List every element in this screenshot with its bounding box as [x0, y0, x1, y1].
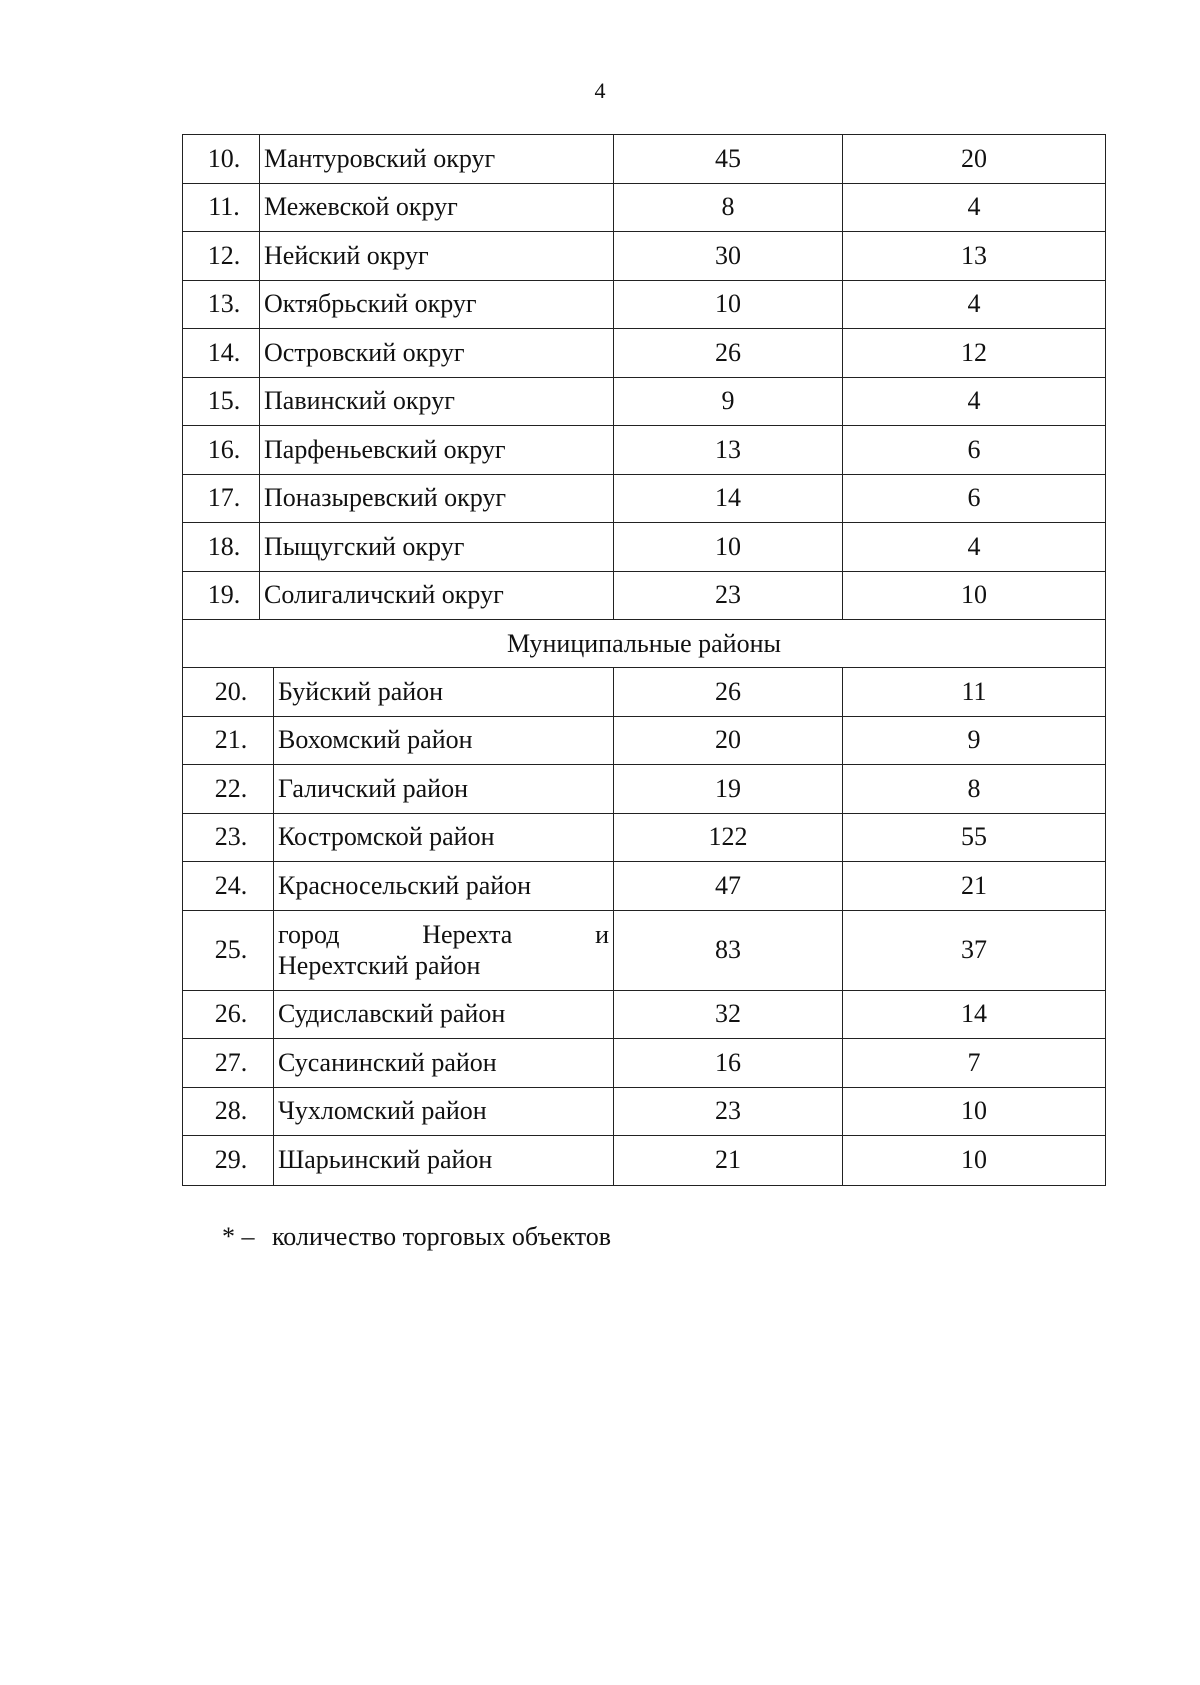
row-name-word: и [595, 920, 609, 949]
row-value-b: 10 [961, 1096, 987, 1126]
row-number: 17. [183, 475, 260, 523]
row-value-b: 4 [967, 289, 981, 319]
row-name: Сусанинский район [274, 1039, 614, 1087]
row-value-b: 6 [967, 434, 981, 464]
row-value-b: 7 [967, 1047, 981, 1077]
row-number: 29. [183, 1136, 274, 1185]
table-row [183, 1136, 1105, 1185]
row-name: Нейский округ [260, 232, 614, 280]
row-number: 21. [183, 717, 274, 765]
row-name: Мантуровский округ [260, 135, 614, 183]
row-name: Октябрьский округ [260, 281, 614, 329]
row-value-b: 8 [967, 773, 981, 803]
row-number: 14. [183, 329, 260, 377]
row-value-a: 32 [614, 991, 843, 1039]
row-value-a: 8 [614, 184, 843, 232]
row-number: 16. [183, 426, 260, 474]
row-value-a: 13 [614, 426, 843, 474]
table-row [183, 135, 1105, 184]
table-row [183, 232, 1105, 281]
row-value-b: 14 [961, 999, 987, 1029]
row-value-a: 30 [614, 232, 843, 280]
row-name-word: Нерехта [422, 920, 513, 949]
row-name: Красносельский район [274, 862, 614, 910]
row-value-b: 20 [961, 143, 987, 173]
table-row [183, 329, 1105, 378]
row-name: Шарьинский район [274, 1136, 614, 1185]
section-title: Муниципальные районы [507, 628, 781, 658]
table-row [183, 765, 1105, 814]
row-name: Судиславский район [274, 991, 614, 1039]
row-value-a: 83 [614, 911, 843, 990]
row-value-b: 4 [967, 386, 981, 416]
row-value-a: 21 [614, 1136, 843, 1185]
row-number: 19. [183, 572, 260, 620]
table-row [183, 281, 1105, 330]
row-name: Парфеньевский округ [260, 426, 614, 474]
table-row [183, 378, 1105, 427]
footnote-mark: * – [222, 1222, 255, 1251]
row-number: 28. [183, 1088, 274, 1136]
row-value-a: 47 [614, 862, 843, 910]
table-row [183, 991, 1105, 1040]
footnote-text: количество торговых объектов [272, 1222, 612, 1251]
row-name-line2: Нерехтский район [278, 951, 481, 980]
row-value-a: 45 [614, 135, 843, 183]
row-value-b: 21 [961, 870, 987, 900]
row-value-b: 6 [967, 483, 981, 513]
table-row [183, 523, 1105, 572]
table-row [183, 572, 1105, 621]
table-row [183, 717, 1105, 766]
row-number: 22. [183, 765, 274, 813]
row-value-b: 4 [967, 192, 981, 222]
row-number: 20. [183, 668, 274, 716]
table-row [183, 668, 1105, 717]
row-value-a: 26 [614, 329, 843, 377]
row-value-a: 20 [614, 717, 843, 765]
row-value-b: 55 [961, 822, 987, 852]
table-row [183, 862, 1105, 911]
row-name: Павинский округ [260, 378, 614, 426]
row-value-b: 10 [961, 1145, 987, 1175]
row-value-b: 13 [961, 240, 987, 270]
row-number: 12. [183, 232, 260, 280]
row-name: Солигаличский округ [260, 572, 614, 620]
table-row [183, 814, 1105, 863]
row-number: 13. [183, 281, 260, 329]
row-name [274, 911, 614, 990]
table-row [183, 475, 1105, 524]
row-number: 11. [183, 184, 260, 232]
row-value-a: 23 [614, 572, 843, 620]
row-value-a: 14 [614, 475, 843, 523]
row-value-b: 9 [967, 725, 981, 755]
row-number: 18. [183, 523, 260, 571]
row-name: Буйский район [274, 668, 614, 716]
row-number: 10. [183, 135, 260, 183]
row-name: Пыщугский округ [260, 523, 614, 571]
table-row [183, 426, 1105, 475]
section-header-row [183, 620, 1105, 668]
row-number: 15. [183, 378, 260, 426]
row-value-b: 11 [961, 676, 987, 706]
row-name: Костромской район [274, 814, 614, 862]
row-value-b: 4 [967, 531, 981, 561]
row-number: 23. [183, 814, 274, 862]
row-name: Галичский район [274, 765, 614, 813]
table-row [183, 184, 1105, 233]
row-value-b: 12 [961, 337, 987, 367]
row-value-a: 23 [614, 1088, 843, 1136]
row-number: 26. [183, 991, 274, 1039]
footnote [222, 1222, 611, 1252]
row-name-line1 [278, 919, 613, 950]
table-row [183, 911, 1105, 991]
row-number: 25. [183, 911, 274, 990]
table-row [183, 1039, 1105, 1088]
row-number: 27. [183, 1039, 274, 1087]
row-name: Поназыревский округ [260, 475, 614, 523]
row-value-a: 26 [614, 668, 843, 716]
row-name-word: город [278, 920, 340, 949]
data-table [182, 134, 1106, 1186]
table-row [183, 1088, 1105, 1137]
row-number: 24. [183, 862, 274, 910]
row-name: Межевской округ [260, 184, 614, 232]
row-value-b: 37 [961, 935, 987, 964]
row-name: Вохомский район [274, 717, 614, 765]
row-value-a: 19 [614, 765, 843, 813]
row-name: Чухломский район [274, 1088, 614, 1136]
row-value-a: 10 [614, 523, 843, 571]
row-value-a: 10 [614, 281, 843, 329]
row-value-a: 16 [614, 1039, 843, 1087]
row-value-a: 9 [614, 378, 843, 426]
row-value-b: 10 [961, 580, 987, 610]
row-value-a: 122 [614, 814, 843, 862]
row-name: Островский округ [260, 329, 614, 377]
page-number: 4 [594, 78, 606, 103]
